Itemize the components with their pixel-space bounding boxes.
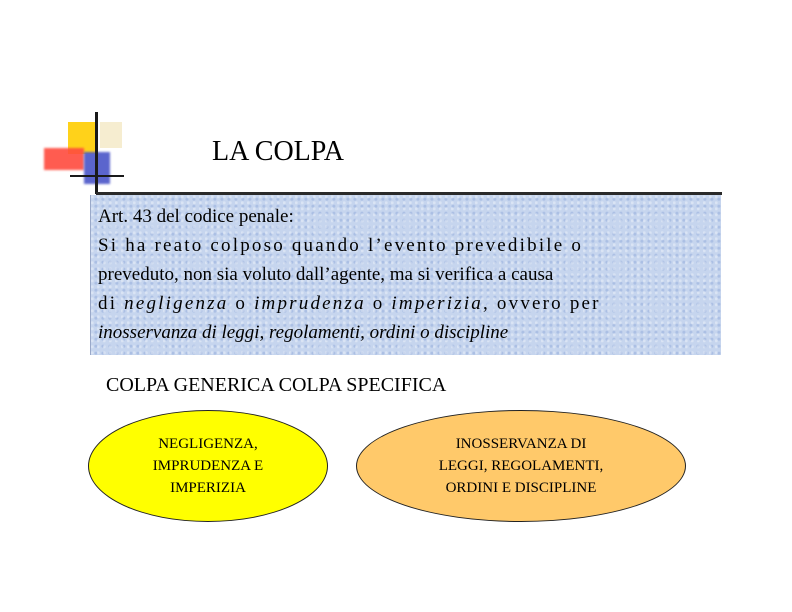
logo-vertical-line <box>95 112 98 194</box>
colpa-generica-oval <box>88 410 328 522</box>
definition-line-1: Si ha reato colposo quando l’evento prevedibile o <box>98 235 584 256</box>
definition-text <box>98 202 718 347</box>
logo-horizontal-line <box>70 175 124 177</box>
slide-title: LA COLPA <box>212 136 345 167</box>
definition-line-3 <box>98 289 718 318</box>
word-di: di <box>98 293 118 314</box>
word-ovvero-per: , ovvero per <box>483 293 601 314</box>
slide-logo-graphic <box>44 112 124 194</box>
word-o-2: o <box>372 293 385 314</box>
colpa-types-heading: COLPA GENERICA COLPA SPECIFICA <box>106 374 447 396</box>
word-imprudenza: imprudenza <box>254 293 366 314</box>
colpa-specifica-text: INOSSERVANZA DI LEGGI, REGOLAMENTI, ORDINI E DISCIPLINE <box>438 436 604 496</box>
word-negligenza: negligenza <box>124 293 229 314</box>
definition-line-4: inosservanza di leggi, regolamenti, ordini o discipline <box>98 322 509 343</box>
colpa-generica-text: NEGLIGENZA, IMPRUDENZA E IMPERIZIA <box>152 436 264 496</box>
article-reference: Art. 43 del codice penale: <box>98 206 294 227</box>
logo-red-square <box>44 148 84 170</box>
logo-pale-square <box>100 122 122 148</box>
word-o-1: o <box>235 293 248 314</box>
definition-line-2: preveduto, non sia voluto dall’agente, ma si verifica a causa <box>98 264 554 285</box>
colpa-specifica-oval <box>356 410 686 522</box>
word-imperizia: imperizia <box>391 293 484 314</box>
